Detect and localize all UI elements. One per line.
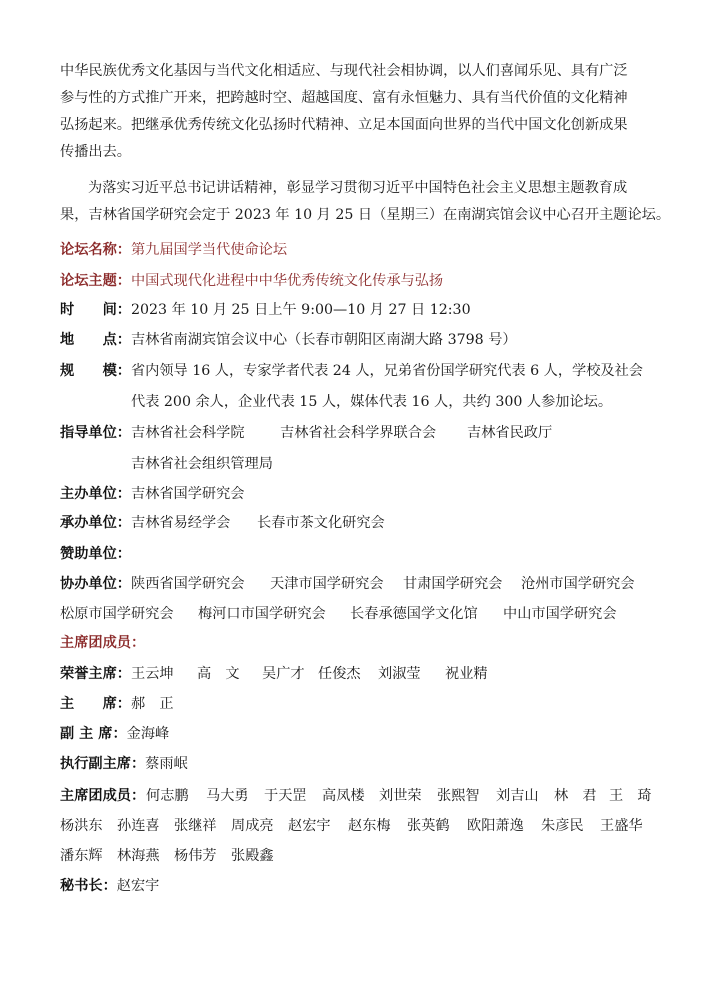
forum-theme-label: 论坛主题： [60, 273, 131, 289]
honorary-name: 刘淑莹 [378, 666, 421, 682]
secretary-label: 秘书长： [60, 878, 117, 894]
member-name: 孙连喜 [117, 818, 160, 834]
coorg-unit: 梅河口市国学研究会 [198, 606, 326, 622]
honorary-row [60, 661, 660, 688]
organizer-row [60, 510, 660, 537]
member-name: 张英鹤 [407, 818, 450, 834]
member-name: 何志鹏 [146, 788, 189, 804]
vice-chair-row [60, 721, 660, 748]
member-name: 杨伟芳 [174, 848, 217, 864]
forum-theme: 中国式现代化进程中中华优秀传统文化传承与弘扬 [130, 273, 444, 289]
guide-unit: 吉林省民政厅 [467, 425, 553, 441]
member-name: 朱彦民 [541, 818, 584, 834]
organizer-unit: 吉林省易经学会 [131, 515, 231, 531]
honorary-name: 高 文 [197, 666, 240, 682]
guide-units-row [60, 420, 660, 447]
member-name: 于天罡 [264, 788, 307, 804]
honorary-name: 任俊杰 [318, 666, 361, 682]
member-name: 林海燕 [117, 848, 160, 864]
intro-paragraph-2 [60, 175, 671, 229]
honorary-name: 祝业精 [445, 666, 488, 682]
members-row-1 [60, 783, 660, 810]
organizer-unit: 长春市茶文化研究会 [257, 515, 385, 531]
coorg-row [60, 571, 660, 598]
member-name: 张殿鑫 [231, 848, 274, 864]
coorg-unit: 天津市国学研究会 [270, 576, 384, 592]
presidium-heading: 主席团成员： [60, 635, 146, 651]
member-name: 张熙智 [437, 788, 480, 804]
coorg-unit: 陕西省国学研究会 [131, 576, 245, 592]
intro-line: 参与性的方式推广开来，把跨越时空、超越国度、富有永恒魅力、具有当代价值的文化精神 [60, 90, 628, 106]
member-name: 王盛华 [600, 818, 643, 834]
member-name: 赵宏宇 [288, 818, 331, 834]
coorg-unit: 长春承德国学文化馆 [350, 606, 478, 622]
host-value: 吉林省国学研究会 [130, 486, 245, 502]
exec-vice-chair-row [60, 751, 660, 778]
guide-unit: 吉林省社会科学界联合会 [280, 425, 437, 441]
exec-vice-chair-label: 执行副主席： [60, 756, 146, 772]
forum-theme-row [60, 268, 660, 295]
member-name: 高凤楼 [322, 788, 365, 804]
scale-value-line1: 省内领导 16 人，专家学者代表 24 人，兄弟省份国学研究代表 6 人，学校及社会 [130, 363, 643, 379]
host-label: 主办单位： [60, 486, 131, 502]
coorg-label: 协办单位： [60, 576, 131, 592]
intro-line: 中华民族优秀文化基因与当代文化相适应、与现代社会相协调，以人们喜闻乐见、具有广泛 [60, 63, 628, 79]
time-row [60, 297, 660, 324]
honorary-name: 王云坤 [131, 666, 174, 682]
guide-unit: 吉林省社会组织管理局 [131, 456, 273, 472]
member-name: 欧阳萧逸 [467, 818, 524, 834]
member-name: 潘东辉 [60, 848, 103, 864]
exec-vice-chair-name: 蔡雨岷 [145, 756, 188, 772]
organizer-label: 承办单位： [60, 515, 131, 531]
member-name: 赵东梅 [348, 818, 391, 834]
guide-unit: 吉林省社会科学院 [131, 425, 245, 441]
members-label: 主席团成员： [60, 788, 146, 804]
coorg-unit: 松原市国学研究会 [60, 606, 174, 622]
intro-paragraph-1 [60, 58, 650, 166]
coorg-row-2 [60, 601, 660, 628]
forum-name-label: 论坛名称： [60, 242, 131, 258]
scale-value-line2: 代表 200 余人，企业代表 15 人，媒体代表 16 人，共约 300 人参加论坛。 [131, 394, 613, 410]
secretary-name: 赵宏宇 [116, 878, 160, 894]
member-name: 刘世荣 [379, 788, 422, 804]
sponsor-label: 赞助单位： [60, 546, 131, 562]
coorg-unit: 中山市国学研究会 [503, 606, 617, 622]
secretary-row [60, 873, 660, 900]
forum-name: 第九届国学当代使命论坛 [130, 242, 288, 258]
presidium-heading-row [60, 630, 660, 657]
intro-line: 传播出去。 [60, 144, 131, 160]
vice-chair-name: 金海峰 [126, 726, 170, 742]
member-name: 张继祥 [174, 818, 217, 834]
member-name: 林 君 [554, 788, 597, 804]
chair-label: 主 席： [60, 696, 131, 712]
member-name: 刘吉山 [496, 788, 539, 804]
members-row-3 [60, 843, 660, 870]
member-name: 王 琦 [609, 788, 652, 804]
guide-units-label: 指导单位： [60, 425, 131, 441]
member-name: 马大勇 [206, 788, 249, 804]
place-label: 地 点： [60, 332, 131, 348]
member-name: 杨洪东 [60, 818, 103, 834]
time-value: 2023 年 10 月 25 日上午 9:00—10 月 27 日 12:30 [130, 302, 471, 318]
chair-row [60, 691, 660, 718]
honorary-label: 荣誉主席： [60, 666, 131, 682]
place-row [60, 327, 660, 354]
intro-line: 弘扬起来。把继承优秀传统文化弘扬时代精神、立足本国面向世界的当代中国文化创新成果 [60, 117, 628, 133]
time-label: 时 间： [60, 302, 131, 318]
intro-line: 果，吉林省国学研究会定于 2023 年 10 月 25 日（星期三）在南湖宾馆会议中心召开主题论坛。 [60, 207, 671, 223]
coorg-unit: 甘肃国学研究会 [403, 576, 503, 592]
coorg-unit: 沧州市国学研究会 [521, 576, 635, 592]
forum-name-row [60, 237, 660, 264]
host-row [60, 481, 660, 508]
chair-name: 郝 正 [130, 696, 174, 712]
scale-label: 规 模： [60, 363, 131, 379]
vice-chair-label: 副 主 席： [60, 726, 127, 742]
members-row-2 [60, 813, 660, 840]
member-name: 周成亮 [231, 818, 274, 834]
sponsor-row [60, 541, 660, 568]
place-value: 吉林省南湖宾馆会议中心（长春市朝阳区南湖大路 3798 号） [130, 332, 517, 348]
intro-line: 为落实习近平总书记讲话精神，彰显学习贯彻习近平中国特色社会主义思想主题教育成 [88, 180, 628, 196]
scale-row [60, 358, 660, 385]
honorary-name: 吴广才 [262, 666, 305, 682]
